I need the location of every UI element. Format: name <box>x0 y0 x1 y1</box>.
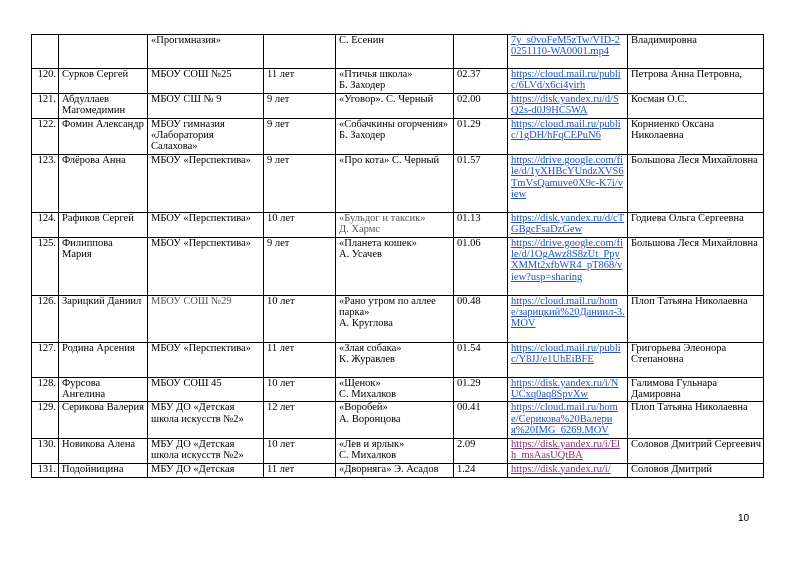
work-title-cell: «Собачкины огорчения» Б. Заходер <box>336 118 454 154</box>
duration-cell: 01.29 <box>454 377 508 402</box>
participant-name-cell: Рафиков Сергей <box>59 212 148 237</box>
table-row <box>32 295 764 342</box>
school-name-cell: МБУ ДО «Детская школа искусств №2» <box>148 438 264 463</box>
table-row <box>32 154 764 212</box>
table-row <box>32 377 764 402</box>
duration-cell: 02.37 <box>454 69 508 94</box>
video-link[interactable]: https://drive.google.com/file/d/1yXHBcYUndzXVS6TmVsQamuve0X9c-K7i/view <box>511 154 624 201</box>
video-link[interactable]: https://disk.yandex.ru/d/cTGBgcFsaDzGew <box>511 212 625 236</box>
teacher-name-cell: Владимировна <box>628 35 764 69</box>
school-name-cell: МБОУ СОШ 45 <box>148 377 264 402</box>
table-row <box>32 69 764 94</box>
work-title-cell: «Щенок» С. Михалков <box>336 377 454 402</box>
school-name-cell: МБОУ «Перспектива» <box>148 212 264 237</box>
video-link[interactable]: 7y_s0voFeM5zTw/VID-20251110-WA0001.mp4 <box>511 35 620 58</box>
video-link-cell <box>508 402 628 438</box>
participant-age-cell: 12 лет <box>264 402 336 438</box>
video-link[interactable]: https://disk.yandex.ru/d/SQ2s-d0J9HC5WA <box>511 93 619 117</box>
work-title-cell: С. Есенин <box>336 35 454 69</box>
row-number-cell: 123. <box>32 154 59 212</box>
video-link-cell <box>508 438 628 463</box>
table-body <box>32 35 764 478</box>
video-link[interactable]: https://cloud.mail.ru/home/Серикова%20Валерия%20IMG_6269.MOV <box>511 402 618 437</box>
work-title-cell: «Воробей» А. Воронцова <box>336 402 454 438</box>
duration-cell: 00.41 <box>454 402 508 438</box>
video-link-cell <box>508 35 628 69</box>
table-row <box>32 35 764 69</box>
work-title-cell: «Дворняга» Э. Асадов <box>336 463 454 477</box>
participant-age-cell: 10 лет <box>264 438 336 463</box>
video-link[interactable]: https://cloud.mail.ru/public/6LVd/x6ci4yirh <box>511 69 621 92</box>
participant-name-cell <box>59 35 148 69</box>
participant-name-cell: Серикова Валерия <box>59 402 148 438</box>
table-row <box>32 237 764 295</box>
video-link-cell <box>508 295 628 342</box>
participant-name-cell: Подойницина <box>59 463 148 477</box>
row-number-cell: 124. <box>32 212 59 237</box>
school-name-cell: МБОУ «Перспектива» <box>148 237 264 295</box>
table-row <box>32 463 764 477</box>
row-number-cell: 121. <box>32 93 59 118</box>
participant-age-cell: 9 лет <box>264 118 336 154</box>
work-title-cell: «Рано утром по аллее парка» А. Круглова <box>336 295 454 342</box>
teacher-name-cell: Плоп Татьяна Николаевна <box>628 295 764 342</box>
table-row <box>32 438 764 463</box>
participants-table <box>31 34 764 478</box>
table-row <box>32 118 764 154</box>
video-link[interactable]: https://disk.yandex.ru/i/ <box>511 463 611 475</box>
work-title-cell: «Уговор». С. Черный <box>336 93 454 118</box>
school-name-cell: МБОУ «Перспектива» <box>148 342 264 377</box>
duration-cell: 2.09 <box>454 438 508 463</box>
video-link[interactable]: https://disk.yandex.ru/i/NUCxq0aq8SpvXw <box>511 377 619 401</box>
participant-age-cell: 11 лет <box>264 69 336 94</box>
table-row <box>32 342 764 377</box>
school-name-cell: МБУ ДО «Детская <box>148 463 264 477</box>
participant-age-cell: 9 лет <box>264 93 336 118</box>
duration-cell: 01.13 <box>454 212 508 237</box>
row-number-cell <box>32 35 59 69</box>
school-name-cell: МБОУ гимназия «Лаборатория Салахова» <box>148 118 264 154</box>
work-title-cell: «Бульдог и таксик» Д. Хармс <box>336 212 454 237</box>
duration-cell: 1.24 <box>454 463 508 477</box>
participant-name-cell: Филиппова Мария <box>59 237 148 295</box>
video-link-cell <box>508 154 628 212</box>
teacher-name-cell: Косман О.С. <box>628 93 764 118</box>
teacher-name-cell: Соловов Дмитрий Сергеевич <box>628 438 764 463</box>
duration-cell <box>454 35 508 69</box>
work-title-cell: «Про кота» С. Черный <box>336 154 454 212</box>
duration-cell: 01.54 <box>454 342 508 377</box>
video-link-cell <box>508 69 628 94</box>
participant-name-cell: Зарицкий Даниил <box>59 295 148 342</box>
video-link[interactable]: https://drive.google.com/file/d/1OgAwz8S8zUt_PpyXMMt2xfbWR4_pT868/view?usp=sharing <box>511 237 623 283</box>
participant-name-cell: Флёрова Анна <box>59 154 148 212</box>
row-number-cell: 131. <box>32 463 59 477</box>
school-name-cell: МБОУ «Перспектива» <box>148 154 264 212</box>
row-number-cell: 120. <box>32 69 59 94</box>
work-title-cell: «Злая собака» К. Журавлев <box>336 342 454 377</box>
participant-age-cell: 10 лет <box>264 377 336 402</box>
video-link-cell <box>508 118 628 154</box>
work-title-cell: «Лев и ярлык» С. Михалков <box>336 438 454 463</box>
school-name-cell: МБОУ СШ № 9 <box>148 93 264 118</box>
duration-cell: 01.06 <box>454 237 508 295</box>
row-number-cell: 126. <box>32 295 59 342</box>
teacher-name-cell: Корниенко Оксана Николаевна <box>628 118 764 154</box>
table-row <box>32 402 764 438</box>
school-name-cell: МБОУ СОШ №25 <box>148 69 264 94</box>
participant-name-cell: Фурсова Ангелина <box>59 377 148 402</box>
table-row <box>32 212 764 237</box>
row-number-cell: 122. <box>32 118 59 154</box>
video-link[interactable]: https://cloud.mail.ru/home/зарицкий%20Даниил-3.MOV <box>511 295 625 330</box>
duration-cell: 01.29 <box>454 118 508 154</box>
participant-name-cell: Абдуллаев Магомедимин <box>59 93 148 118</box>
page-number: 10 <box>738 513 750 524</box>
video-link-cell <box>508 377 628 402</box>
video-link-cell <box>508 463 628 477</box>
participant-age-cell: 11 лет <box>264 463 336 477</box>
school-name-cell: МБУ ДО «Детская школа искусств №2» <box>148 402 264 438</box>
participant-age-cell: 10 лет <box>264 295 336 342</box>
participant-name-cell: Сурков Сергей <box>59 69 148 94</box>
participant-age-cell: 11 лет <box>264 342 336 377</box>
work-title-cell: «Планета кошек» А. Усачев <box>336 237 454 295</box>
teacher-name-cell: Плоп Татьяна Николаевна <box>628 402 764 438</box>
teacher-name-cell: Галимова Гульнара Дамировна <box>628 377 764 402</box>
row-number-cell: 129. <box>32 402 59 438</box>
participant-age-cell: 9 лет <box>264 237 336 295</box>
duration-cell: 00.48 <box>454 295 508 342</box>
participant-name-cell: Родина Арсения <box>59 342 148 377</box>
school-name-cell: МБОУ СОШ №29 <box>148 295 264 342</box>
table-row <box>32 93 764 118</box>
teacher-name-cell: Соловов Дмитрий <box>628 463 764 477</box>
row-number-cell: 127. <box>32 342 59 377</box>
video-link[interactable]: https://disk.yandex.ru/i/Elh_msAasUQtBA <box>511 438 621 462</box>
work-title-cell: «Птичья школа» Б. Заходер <box>336 69 454 94</box>
school-name-cell: «Прогимназия» <box>148 35 264 69</box>
teacher-name-cell: Большова Леся Михайловна <box>628 154 764 212</box>
row-number-cell: 125. <box>32 237 59 295</box>
duration-cell: 02.00 <box>454 93 508 118</box>
video-link-cell <box>508 93 628 118</box>
participant-age-cell: 10 лет <box>264 212 336 237</box>
participant-name-cell: Фомин Александр <box>59 118 148 154</box>
participant-name-cell: Новикова Алена <box>59 438 148 463</box>
video-link-cell <box>508 237 628 295</box>
duration-cell: 01.57 <box>454 154 508 212</box>
teacher-name-cell: Годиева Ольга Сергеевна <box>628 212 764 237</box>
video-link-cell <box>508 342 628 377</box>
teacher-name-cell: Большова Леся Михайловна <box>628 237 764 295</box>
video-link[interactable]: https://cloud.mail.ru/public/1gDH/hFqCEPuN6 <box>511 118 621 142</box>
video-link[interactable]: https://cloud.mail.ru/public/Y8JJ/e1UhEiBFE <box>511 342 621 366</box>
teacher-name-cell: Петрова Анна Петровна, <box>628 69 764 94</box>
participant-age-cell <box>264 35 336 69</box>
teacher-name-cell: Григорьева Элеонора Степановна <box>628 342 764 377</box>
video-link-cell <box>508 212 628 237</box>
row-number-cell: 130. <box>32 438 59 463</box>
participant-age-cell: 9 лет <box>264 154 336 212</box>
row-number-cell: 128. <box>32 377 59 402</box>
